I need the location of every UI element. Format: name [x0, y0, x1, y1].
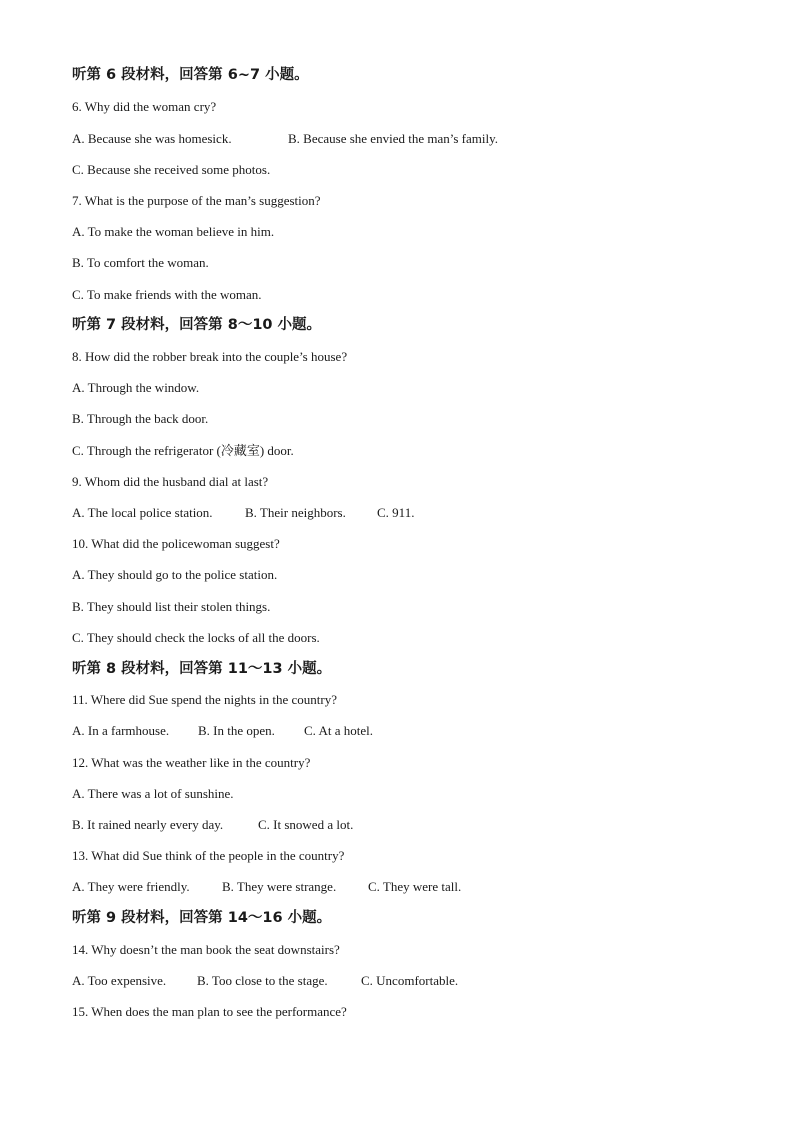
- option-11c: C. At a hotel.: [304, 723, 373, 738]
- question-14-options: [72, 973, 459, 989]
- option-6b: B. Because she envied the man’s family.: [288, 131, 498, 146]
- question-11: 11. Where did Sue spend the nights in the country?: [72, 692, 338, 707]
- option-10b: B. They should list their stolen things.: [72, 599, 271, 614]
- option-7b: B. To comfort the woman.: [72, 255, 209, 270]
- question-7: 7. What is the purpose of the man’s suggestion?: [72, 193, 321, 208]
- option-6c: C. Because she received some photos.: [72, 162, 271, 177]
- option-12b: B. It rained nearly every day.: [72, 817, 224, 832]
- question-12: 12. What was the weather like in the country?: [72, 755, 311, 770]
- section-heading-8: 听第 8 段材料，回答第 11～13 小题。: [72, 661, 332, 677]
- option-12a: A. There was a lot of sunshine.: [72, 786, 234, 801]
- option-10a: A. They should go to the police station.: [72, 567, 278, 582]
- question-13-options: [72, 879, 462, 895]
- option-8a: A. Through the window.: [72, 380, 200, 395]
- option-14c: C. Uncomfortable.: [361, 973, 459, 988]
- option-8c: C. Through the refrigerator (冷藏室) door.: [72, 443, 294, 458]
- question-9-options: [72, 505, 415, 521]
- option-12c: C. It snowed a lot.: [258, 817, 354, 832]
- question-11-options: [72, 723, 373, 739]
- question-13: 13. What did Sue think of the people in the country?: [72, 848, 345, 863]
- question-12-options-row-2: [72, 817, 354, 833]
- section-heading-6: 听第 6 段材料，回答第 6~7 小题。: [72, 67, 309, 83]
- option-6a: A. Because she was homesick.: [72, 131, 232, 146]
- question-8: 8. How did the robber break into the couple’s house?: [72, 349, 348, 364]
- section-heading-9: 听第 9 段材料，回答第 14～16 小题。: [72, 910, 332, 926]
- option-11a: A. In a farmhouse.: [72, 723, 170, 738]
- question-6-options-row-1: [72, 131, 498, 147]
- section-heading-7: 听第 7 段材料，回答第 8～10 小题。: [72, 317, 322, 333]
- option-10c: C. They should check the locks of all the doors.: [72, 630, 320, 645]
- option-7a: A. To make the woman believe in him.: [72, 224, 275, 239]
- option-13a: A. They were friendly.: [72, 879, 190, 894]
- option-7c: C. To make friends with the woman.: [72, 287, 262, 302]
- option-14a: A. Too expensive.: [72, 973, 167, 988]
- option-13b: B. They were strange.: [222, 879, 337, 894]
- question-6: 6. Why did the woman cry?: [72, 99, 217, 114]
- question-14: 14. Why doesn’t the man book the seat downstairs?: [72, 942, 340, 957]
- option-9a: A. The local police station.: [72, 505, 213, 520]
- option-8b: B. Through the back door.: [72, 411, 209, 426]
- option-14b: B. Too close to the stage.: [197, 973, 328, 988]
- option-9b: B. Their neighbors.: [245, 505, 346, 520]
- question-9: 9. Whom did the husband dial at last?: [72, 474, 269, 489]
- option-13c: C. They were tall.: [368, 879, 462, 894]
- option-11b: B. In the open.: [198, 723, 275, 738]
- question-10: 10. What did the policewoman suggest?: [72, 536, 280, 551]
- question-15: 15. When does the man plan to see the performance?: [72, 1004, 347, 1019]
- option-9c: C. 911.: [377, 505, 415, 520]
